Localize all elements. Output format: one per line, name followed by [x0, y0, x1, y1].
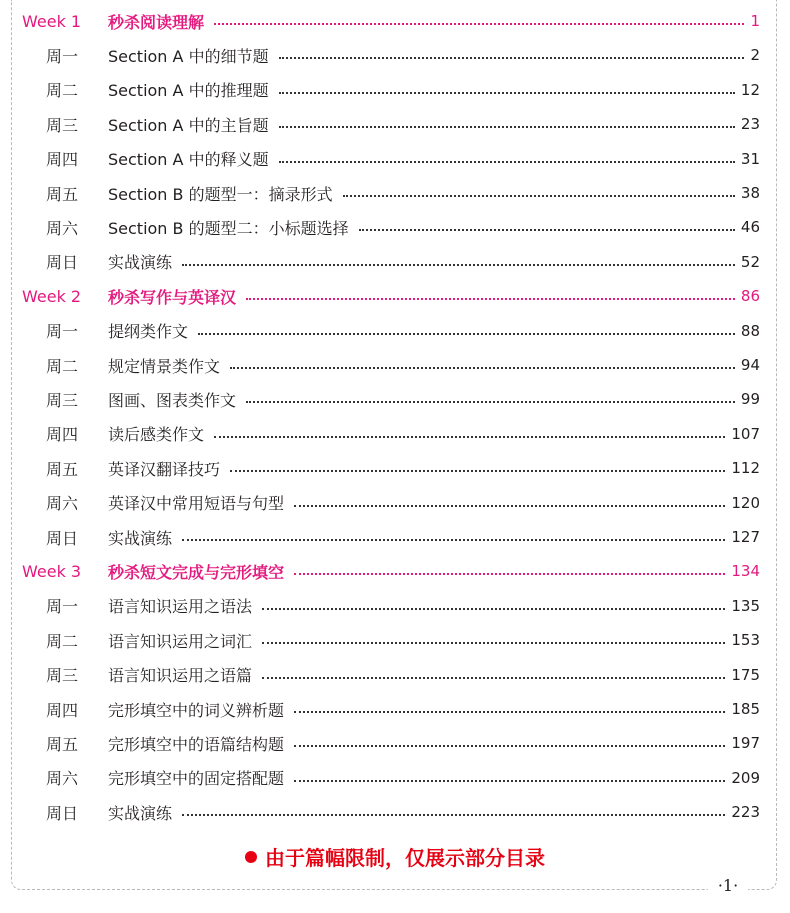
week-label: Week 1	[22, 11, 82, 31]
entry-title: 读后感类作文	[108, 425, 205, 445]
day-label: 周日	[46, 253, 79, 273]
entry-page: 209	[731, 768, 760, 787]
entry-page: 12	[740, 80, 760, 99]
dot-leader	[262, 642, 725, 644]
toc-day-row	[0, 73, 790, 107]
entry-page: 88	[740, 321, 760, 340]
entry-page: 197	[731, 734, 760, 753]
day-label: 周四	[46, 425, 79, 445]
toc-day-row	[0, 761, 790, 795]
entry-line	[108, 801, 760, 824]
day-label: 周五	[46, 734, 79, 754]
week-label: Week 3	[22, 561, 82, 581]
entry-line	[108, 491, 760, 514]
entry-page: 107	[731, 424, 760, 443]
dot-leader	[182, 539, 725, 541]
toc-day-row	[0, 348, 790, 382]
dot-leader	[294, 573, 725, 575]
entry-title: Section B 的题型一：摘录形式	[108, 184, 333, 204]
dot-leader	[214, 23, 744, 25]
toc-day-row	[0, 176, 790, 210]
dot-leader	[294, 505, 725, 507]
entry-line	[108, 78, 760, 101]
dot-leader	[343, 195, 735, 197]
toc-day-row	[0, 692, 790, 726]
toc-day-row	[0, 451, 790, 485]
entry-line	[108, 10, 760, 33]
entry-title: 英译汉翻译技巧	[108, 459, 221, 479]
day-label: 周日	[46, 803, 79, 823]
day-label: 周三	[46, 115, 79, 135]
entry-line	[108, 44, 760, 67]
page-number: ·1·	[708, 876, 748, 895]
dot-leader	[214, 436, 725, 438]
entry-line	[108, 319, 760, 342]
toc-week-row	[0, 279, 790, 313]
day-label: 周五	[46, 184, 79, 204]
entry-page: 2	[750, 46, 760, 65]
toc-week-row	[0, 4, 790, 38]
day-label: 周二	[46, 81, 79, 101]
entry-line	[108, 388, 760, 411]
entry-title: 语言知识运用之语法	[108, 597, 253, 617]
day-label: 周三	[46, 666, 79, 686]
dot-leader	[246, 298, 735, 300]
day-label: 周日	[46, 528, 79, 548]
toc-day-row	[0, 107, 790, 141]
day-label: 周三	[46, 390, 79, 410]
toc-day-row	[0, 142, 790, 176]
entry-page: 175	[731, 665, 760, 684]
notice-text: 由于篇幅限制，仅展示部分目录	[265, 846, 545, 870]
dot-leader	[198, 333, 735, 335]
toc-day-row	[0, 726, 790, 760]
toc-day-row	[0, 520, 790, 554]
toc-day-row	[0, 314, 790, 348]
entry-title: 图画、图表类作文	[108, 390, 237, 410]
entry-line	[108, 250, 760, 273]
day-label: 周六	[46, 769, 79, 789]
entry-line	[108, 216, 760, 239]
dot-leader	[262, 608, 725, 610]
entry-page: 153	[731, 631, 760, 650]
day-label: 周六	[46, 494, 79, 514]
toc-day-row	[0, 210, 790, 244]
day-label: 周四	[46, 700, 79, 720]
day-label: 周二	[46, 356, 79, 376]
toc-week-row	[0, 554, 790, 588]
dot-leader	[359, 229, 735, 231]
entry-line	[108, 182, 760, 205]
day-label: 周一	[46, 46, 79, 66]
entry-page: 120	[731, 493, 760, 512]
entry-page: 223	[731, 803, 760, 822]
dot-leader	[279, 57, 745, 59]
dot-leader	[262, 677, 725, 679]
entry-title: 规定情景类作文	[108, 356, 221, 376]
day-label: 周一	[46, 597, 79, 617]
entry-title: 语言知识运用之词汇	[108, 631, 253, 651]
entry-page: 185	[731, 700, 760, 718]
entry-line	[108, 663, 760, 686]
entry-page: 46	[740, 218, 760, 237]
dot-leader	[294, 745, 725, 747]
dot-leader	[294, 711, 725, 713]
entry-title: 实战演练	[108, 528, 173, 548]
dot-leader	[182, 814, 725, 816]
entry-title: 实战演练	[108, 253, 173, 273]
entry-title: 提纲类作文	[108, 322, 189, 342]
entry-line	[108, 422, 760, 445]
entry-page: 1	[750, 12, 760, 30]
entry-title: Section A 中的释义题	[108, 150, 269, 170]
entry-page: 134	[731, 562, 760, 581]
entry-title: 英译汉中常用短语与句型	[108, 494, 285, 514]
entry-page: 31	[740, 149, 760, 168]
entry-page: 52	[740, 252, 760, 271]
entry-line	[108, 147, 760, 170]
toc-day-row	[0, 245, 790, 279]
bullet-icon	[245, 851, 257, 863]
entry-title: 完形填空中的固定搭配题	[108, 769, 285, 789]
entry-title: 秒杀阅读理解	[108, 12, 205, 32]
entry-page: 86	[740, 287, 760, 306]
entry-line	[108, 594, 760, 617]
entry-page: 135	[731, 596, 760, 615]
entry-page: 99	[740, 390, 760, 409]
entry-line	[108, 732, 760, 755]
entry-title: 完形填空中的词义辨析题	[108, 700, 285, 720]
entry-title: Section B 的题型二：小标题选择	[108, 218, 349, 238]
entry-title: 语言知识运用之语篇	[108, 666, 253, 686]
toc-day-row	[0, 795, 790, 829]
toc-day-row	[0, 486, 790, 520]
toc-day-row	[0, 589, 790, 623]
entry-title: 秒杀短文完成与完形填空	[108, 562, 285, 582]
day-label: 周一	[46, 322, 79, 342]
entry-title: 实战演练	[108, 803, 173, 823]
dot-leader	[279, 126, 735, 128]
toc-day-row	[0, 38, 790, 72]
toc-day-row	[0, 623, 790, 657]
week-label: Week 2	[22, 286, 82, 306]
entry-title: 完形填空中的语篇结构题	[108, 734, 285, 754]
entry-line	[108, 113, 760, 136]
day-label: 周二	[46, 631, 79, 651]
dot-leader	[279, 161, 735, 163]
entry-line	[108, 285, 760, 308]
entry-page: 127	[731, 528, 760, 546]
entry-title: Section A 中的主旨题	[108, 115, 269, 135]
toc-day-row	[0, 417, 790, 451]
dot-leader	[182, 264, 735, 266]
entry-title: 秒杀写作与英译汉	[108, 287, 237, 307]
day-label: 周五	[46, 459, 79, 479]
notice	[0, 842, 790, 871]
entry-line	[108, 526, 760, 549]
day-label: 周四	[46, 150, 79, 170]
entry-line	[108, 354, 760, 377]
dot-leader	[279, 92, 735, 94]
dot-leader	[230, 470, 725, 472]
entry-line	[108, 457, 760, 480]
day-label: 周六	[46, 218, 79, 238]
toc-day-row	[0, 658, 790, 692]
entry-line	[108, 560, 760, 583]
entry-title: Section A 中的细节题	[108, 46, 269, 66]
entry-page: 23	[740, 115, 760, 134]
entry-title: Section A 中的推理题	[108, 81, 269, 101]
entry-page: 112	[731, 459, 760, 478]
entry-line	[108, 698, 760, 721]
dot-leader	[246, 401, 735, 403]
entry-page: 94	[740, 356, 760, 374]
entry-line	[108, 629, 760, 652]
entry-page: 38	[740, 184, 760, 202]
dot-leader	[230, 367, 735, 369]
toc-day-row	[0, 382, 790, 416]
entry-line	[108, 766, 760, 789]
dot-leader	[294, 780, 725, 782]
